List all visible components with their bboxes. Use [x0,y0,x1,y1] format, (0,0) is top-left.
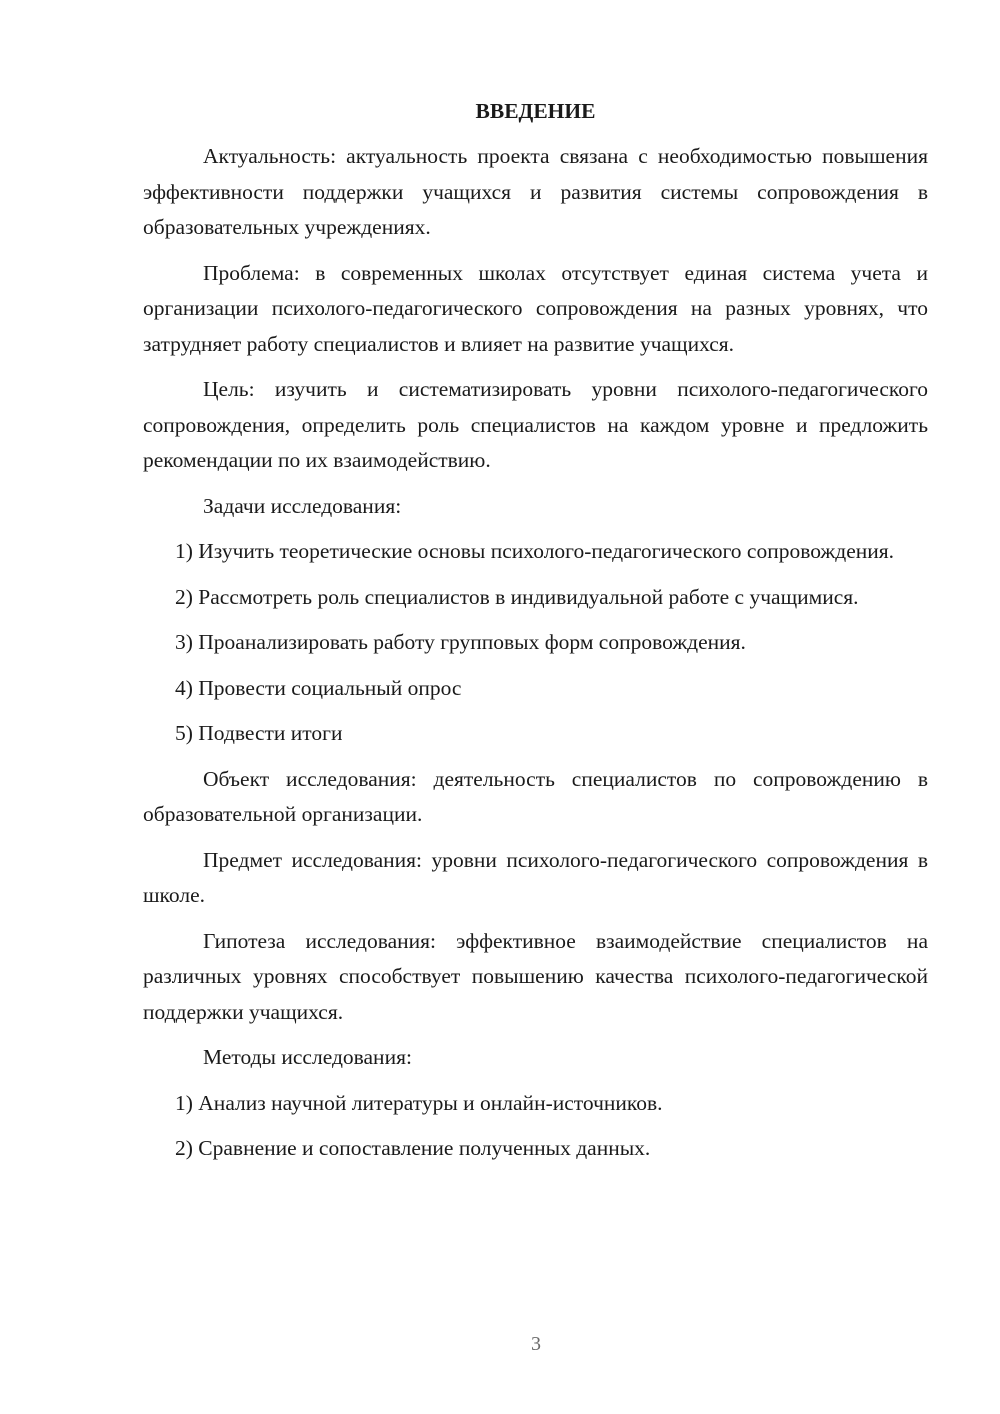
method-item: 2) Сравнение и сопоставление полученных данных. [175,1136,651,1160]
method-item: 1) Анализ научной литературы и онлайн-источников. [175,1090,663,1115]
relevance-paragraph: Актуальность: актуальность проекта связана с необходимостью повышения эффективности поддержки учащихся и развития системы сопровождения в образовательных учреждениях. [143,144,928,239]
object-paragraph: Объект исследования: деятельность специалистов по сопровождению в образовательной организации. [143,766,928,826]
page-number: 3 [531,1333,541,1355]
task-item: 1) Изучить теоретические основы психолого-педагогического сопровождения. [175,539,895,563]
problem-paragraph: Проблема: в современных школах отсутствует единая система учета и организации психолого-педагогического сопровождения на разных уровнях, что затрудняет работу специалистов и влияет на развитие учащихся. [143,260,928,356]
section-heading: ВВЕДЕНИЕ [475,99,596,123]
methods-heading: Методы исследования: [203,1045,412,1069]
task-item: 5) Подвести итоги [175,721,343,745]
goal-paragraph: Цель: изучить и систематизировать уровни психолого-педагогического сопровождения, определить роль специалистов на каждом уровне и предложить рекомендации по их взаимодействию. [143,377,928,472]
hypothesis-paragraph: Гипотеза исследования: эффективное взаимодействие специалистов на различных уровнях способствует повышению качества психолого-педагогической поддержки учащихся. [143,928,928,1024]
document-page [143,94,928,1177]
tasks-heading: Задачи исследования: [203,493,402,518]
task-item: 2) Рассмотреть роль специалистов в индивидуальной работе с учащимися. [175,584,859,609]
task-item: 3) Проанализировать работу групповых форм сопровождения. [175,630,746,654]
subject-paragraph: Предмет исследования: уровни психолого-педагогического сопровождения в школе. [143,847,928,907]
task-item: 4) Провести социальный опрос [175,675,462,700]
